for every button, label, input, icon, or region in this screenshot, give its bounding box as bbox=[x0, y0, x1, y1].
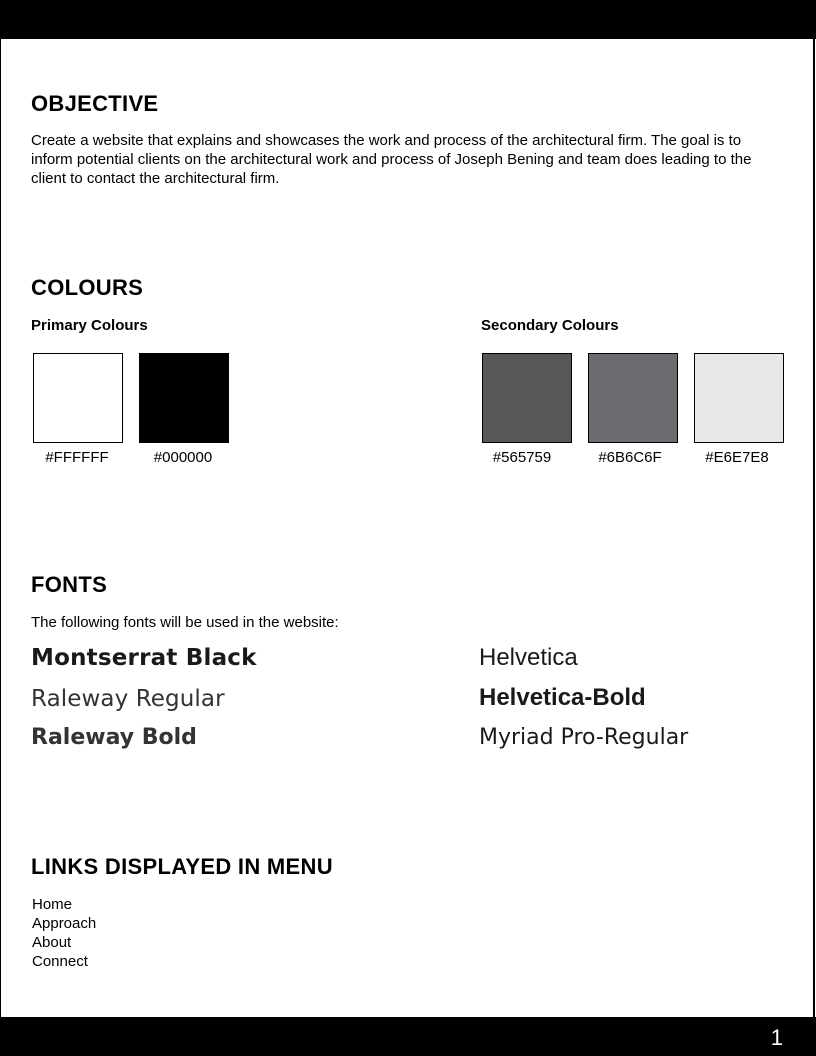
colours-heading: COLOURS bbox=[31, 275, 144, 300]
font-sample-helvetica: Helvetica bbox=[479, 644, 578, 671]
font-sample-montserrat-black: Montserrat Black bbox=[31, 645, 257, 671]
primary-colours-label: Primary Colours bbox=[31, 317, 148, 334]
swatch-secondary-1 bbox=[482, 353, 572, 443]
fonts-intro: The following fonts will be used in the website: bbox=[31, 614, 339, 631]
swatch-label-primary-2: #000000 bbox=[153, 449, 213, 466]
font-sample-raleway-bold: Raleway Bold bbox=[31, 725, 197, 750]
footer-bar bbox=[0, 1017, 816, 1056]
menu-link-about: About bbox=[32, 934, 72, 951]
font-sample-myriad-pro: Myriad Pro-Regular bbox=[479, 725, 689, 750]
swatch-label-secondary-2: #6B6C6F bbox=[598, 449, 662, 466]
font-sample-helvetica-bold: Helvetica-Bold bbox=[479, 684, 646, 711]
page-border-right bbox=[813, 39, 815, 1017]
fonts-heading: FONTS bbox=[31, 572, 108, 597]
swatch-secondary-3 bbox=[694, 353, 784, 443]
swatch-label-primary-1: #FFFFFF bbox=[45, 449, 109, 466]
secondary-colours-label: Secondary Colours bbox=[481, 317, 619, 334]
menu-links-heading: LINKS DISPLAYED IN MENU bbox=[31, 854, 333, 879]
menu-link-connect: Connect bbox=[32, 953, 88, 970]
swatch-secondary-2 bbox=[588, 353, 678, 443]
font-sample-raleway-regular: Raleway Regular bbox=[31, 686, 225, 712]
menu-link-approach: Approach bbox=[32, 915, 97, 932]
header-bar bbox=[0, 0, 816, 39]
swatch-primary-1 bbox=[33, 353, 123, 443]
objective-heading: OBJECTIVE bbox=[31, 91, 159, 116]
objective-text: Create a website that explains and showcases the work and process of the architectural firm. The goal is to inform potential clients on the architectural work and process of Joseph Bening and team does leading to the client to contact the architectural firm. bbox=[31, 132, 752, 187]
menu-links-list bbox=[32, 895, 96, 971]
page-border-left bbox=[0, 39, 1, 1017]
menu-link-home: Home bbox=[32, 896, 73, 913]
swatch-label-secondary-1: #565759 bbox=[492, 449, 552, 466]
swatch-label-secondary-3: #E6E7E8 bbox=[705, 449, 769, 466]
page-number: 1 bbox=[770, 1025, 783, 1050]
swatch-primary-2 bbox=[139, 353, 229, 443]
